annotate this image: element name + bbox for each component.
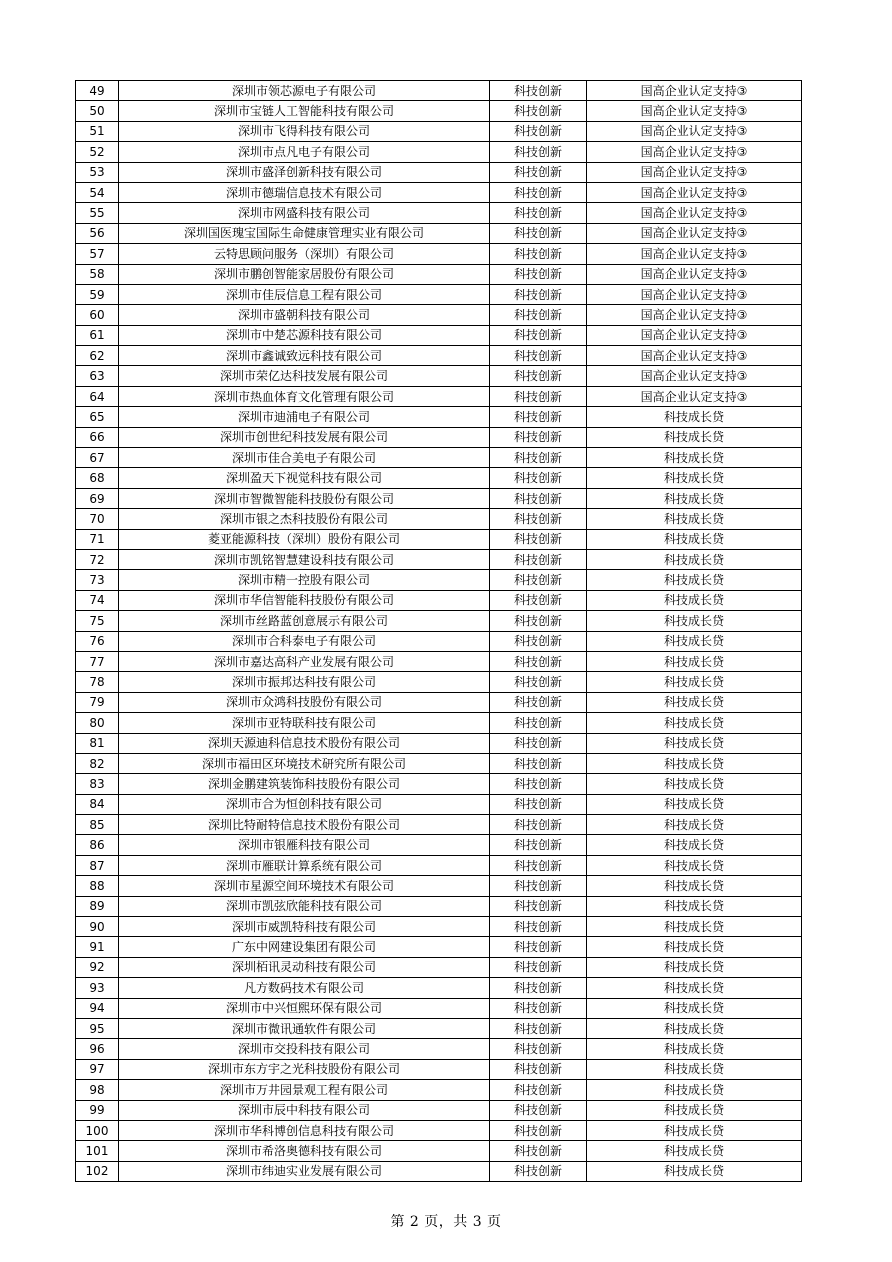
project-cell: 科技成长贷 [587, 1120, 802, 1140]
company-name: 深圳市鑫诚致远科技有限公司 [119, 346, 490, 366]
company-name: 深圳市纬迪实业发展有限公司 [119, 1161, 490, 1181]
company-name: 云特思顾问服务（深圳）有限公司 [119, 244, 490, 264]
project-cell: 科技成长贷 [587, 876, 802, 896]
row-number: 98 [76, 1080, 119, 1100]
category-cell: 科技创新 [490, 468, 587, 488]
category-cell: 科技创新 [490, 896, 587, 916]
company-name: 深圳市点凡电子有限公司 [119, 142, 490, 162]
category-cell: 科技创新 [490, 978, 587, 998]
project-cell: 科技成长贷 [587, 1100, 802, 1120]
table-row [76, 325, 802, 345]
row-number: 72 [76, 549, 119, 569]
table-row [76, 917, 802, 937]
project-cell: 科技成长贷 [587, 529, 802, 549]
company-name: 深圳国医瑰宝国际生命健康管理实业有限公司 [119, 223, 490, 243]
company-name: 深圳市雁联计算系统有限公司 [119, 855, 490, 875]
row-number: 74 [76, 590, 119, 610]
table-row [76, 570, 802, 590]
table-row [76, 386, 802, 406]
row-number: 91 [76, 937, 119, 957]
company-name: 深圳市德瑞信息技术有限公司 [119, 182, 490, 202]
row-number: 65 [76, 407, 119, 427]
category-cell: 科技创新 [490, 815, 587, 835]
table-row [76, 876, 802, 896]
table-row [76, 1100, 802, 1120]
table-row [76, 753, 802, 773]
company-name: 深圳市佳辰信息工程有限公司 [119, 284, 490, 304]
row-number: 52 [76, 142, 119, 162]
row-number: 54 [76, 182, 119, 202]
row-number: 61 [76, 325, 119, 345]
table-row [76, 509, 802, 529]
table-row [76, 631, 802, 651]
category-cell: 科技创新 [490, 611, 587, 631]
company-name: 深圳市威凯特科技有限公司 [119, 917, 490, 937]
category-cell: 科技创新 [490, 1141, 587, 1161]
company-name: 深圳市中楚芯源科技有限公司 [119, 325, 490, 345]
category-cell: 科技创新 [490, 570, 587, 590]
company-name: 深圳市热血体育文化管理有限公司 [119, 386, 490, 406]
table-row [76, 121, 802, 141]
row-number: 53 [76, 162, 119, 182]
category-cell: 科技创新 [490, 1161, 587, 1181]
category-cell: 科技创新 [490, 1080, 587, 1100]
company-name: 深圳市辰中科技有限公司 [119, 1100, 490, 1120]
row-number: 79 [76, 692, 119, 712]
project-cell: 科技成长贷 [587, 978, 802, 998]
table-row [76, 855, 802, 875]
project-cell: 科技成长贷 [587, 427, 802, 447]
table-row [76, 794, 802, 814]
row-number: 77 [76, 651, 119, 671]
company-name: 深圳市凯弦欣能科技有限公司 [119, 896, 490, 916]
project-cell: 科技成长贷 [587, 713, 802, 733]
table-row [76, 1120, 802, 1140]
row-number: 68 [76, 468, 119, 488]
row-number: 58 [76, 264, 119, 284]
category-cell: 科技创新 [490, 1039, 587, 1059]
row-number: 67 [76, 448, 119, 468]
table-row [76, 448, 802, 468]
row-number: 63 [76, 366, 119, 386]
category-cell: 科技创新 [490, 957, 587, 977]
table-row [76, 346, 802, 366]
row-number: 94 [76, 998, 119, 1018]
project-cell: 科技成长贷 [587, 896, 802, 916]
company-name: 深圳市丝路蓝创意展示有限公司 [119, 611, 490, 631]
table-row [76, 284, 802, 304]
project-cell: 国高企业认定支持③ [587, 203, 802, 223]
company-name: 深圳市华信智能科技股份有限公司 [119, 590, 490, 610]
table-row [76, 223, 802, 243]
row-number: 57 [76, 244, 119, 264]
project-cell: 科技成长贷 [587, 855, 802, 875]
table-row [76, 672, 802, 692]
table-row [76, 733, 802, 753]
table-row [76, 1080, 802, 1100]
row-number: 60 [76, 305, 119, 325]
row-number: 64 [76, 386, 119, 406]
project-cell: 科技成长贷 [587, 570, 802, 590]
row-number: 93 [76, 978, 119, 998]
table-row [76, 1039, 802, 1059]
company-name: 深圳市中兴恒熙环保有限公司 [119, 998, 490, 1018]
table-row [76, 1161, 802, 1181]
project-cell: 国高企业认定支持③ [587, 81, 802, 101]
category-cell: 科技创新 [490, 998, 587, 1018]
company-name: 深圳市东方宇之光科技股份有限公司 [119, 1059, 490, 1079]
company-name: 深圳市精一控股有限公司 [119, 570, 490, 590]
category-cell: 科技创新 [490, 162, 587, 182]
category-cell: 科技创新 [490, 407, 587, 427]
row-number: 55 [76, 203, 119, 223]
table-row [76, 81, 802, 101]
row-number: 78 [76, 672, 119, 692]
row-number: 49 [76, 81, 119, 101]
company-name: 深圳市佳合美电子有限公司 [119, 448, 490, 468]
table-row [76, 203, 802, 223]
company-name: 深圳市众鸿科技股份有限公司 [119, 692, 490, 712]
table-row [76, 815, 802, 835]
category-cell: 科技创新 [490, 346, 587, 366]
row-number: 66 [76, 427, 119, 447]
project-cell: 国高企业认定支持③ [587, 264, 802, 284]
category-cell: 科技创新 [490, 121, 587, 141]
category-cell: 科技创新 [490, 264, 587, 284]
category-cell: 科技创新 [490, 509, 587, 529]
row-number: 83 [76, 774, 119, 794]
row-number: 97 [76, 1059, 119, 1079]
project-cell: 科技成长贷 [587, 692, 802, 712]
project-cell: 科技成长贷 [587, 1080, 802, 1100]
category-cell: 科技创新 [490, 672, 587, 692]
project-cell: 科技成长贷 [587, 509, 802, 529]
project-cell: 科技成长贷 [587, 753, 802, 773]
category-cell: 科技创新 [490, 1100, 587, 1120]
category-cell: 科技创新 [490, 1059, 587, 1079]
company-name: 深圳市亚特联科技有限公司 [119, 713, 490, 733]
category-cell: 科技创新 [490, 1120, 587, 1140]
category-cell: 科技创新 [490, 305, 587, 325]
project-cell: 科技成长贷 [587, 468, 802, 488]
project-cell: 国高企业认定支持③ [587, 386, 802, 406]
project-cell: 科技成长贷 [587, 1161, 802, 1181]
project-cell: 科技成长贷 [587, 448, 802, 468]
table-row [76, 896, 802, 916]
row-number: 85 [76, 815, 119, 835]
category-cell: 科技创新 [490, 427, 587, 447]
category-cell: 科技创新 [490, 733, 587, 753]
company-name: 菱亚能源科技（深圳）股份有限公司 [119, 529, 490, 549]
project-cell: 国高企业认定支持③ [587, 346, 802, 366]
category-cell: 科技创新 [490, 590, 587, 610]
table-row [76, 529, 802, 549]
table-row [76, 101, 802, 121]
category-cell: 科技创新 [490, 631, 587, 651]
row-number: 82 [76, 753, 119, 773]
row-number: 51 [76, 121, 119, 141]
company-name: 深圳市希洛奥德科技有限公司 [119, 1141, 490, 1161]
page-number-footer: 第 2 页，共 3 页 [390, 1214, 502, 1230]
row-number: 59 [76, 284, 119, 304]
project-cell: 国高企业认定支持③ [587, 305, 802, 325]
category-cell: 科技创新 [490, 794, 587, 814]
category-cell: 科技创新 [490, 835, 587, 855]
category-cell: 科技创新 [490, 203, 587, 223]
category-cell: 科技创新 [490, 386, 587, 406]
project-cell: 科技成长贷 [587, 407, 802, 427]
table-row [76, 998, 802, 1018]
table-row [76, 713, 802, 733]
row-number: 90 [76, 917, 119, 937]
project-cell: 科技成长贷 [587, 631, 802, 651]
company-name: 深圳市万井园景观工程有限公司 [119, 1080, 490, 1100]
project-cell: 国高企业认定支持③ [587, 162, 802, 182]
project-cell: 国高企业认定支持③ [587, 182, 802, 202]
project-cell: 科技成长贷 [587, 815, 802, 835]
project-cell: 国高企业认定支持③ [587, 244, 802, 264]
category-cell: 科技创新 [490, 488, 587, 508]
company-name: 深圳市智微智能科技股份有限公司 [119, 488, 490, 508]
company-name: 深圳市嘉达高科产业发展有限公司 [119, 651, 490, 671]
row-number: 75 [76, 611, 119, 631]
table-row [76, 427, 802, 447]
category-cell: 科技创新 [490, 142, 587, 162]
category-cell: 科技创新 [490, 284, 587, 304]
table-row [76, 1018, 802, 1038]
row-number: 101 [76, 1141, 119, 1161]
row-number: 100 [76, 1120, 119, 1140]
company-name: 深圳市领芯源电子有限公司 [119, 81, 490, 101]
category-cell: 科技创新 [490, 1018, 587, 1038]
company-name: 深圳市星源空间环境技术有限公司 [119, 876, 490, 896]
company-name: 深圳金鹏建筑装饰科技股份有限公司 [119, 774, 490, 794]
table-body [76, 81, 802, 1182]
table-row [76, 957, 802, 977]
project-cell: 国高企业认定支持③ [587, 325, 802, 345]
row-number: 96 [76, 1039, 119, 1059]
table-row [76, 651, 802, 671]
company-name: 深圳盈天下视觉科技有限公司 [119, 468, 490, 488]
project-cell: 国高企业认定支持③ [587, 366, 802, 386]
row-number: 50 [76, 101, 119, 121]
category-cell: 科技创新 [490, 529, 587, 549]
category-cell: 科技创新 [490, 917, 587, 937]
company-name: 深圳市交投科技有限公司 [119, 1039, 490, 1059]
company-name: 凡方数码技术有限公司 [119, 978, 490, 998]
company-name: 深圳市创世纪科技发展有限公司 [119, 427, 490, 447]
row-number: 99 [76, 1100, 119, 1120]
project-cell: 科技成长贷 [587, 1018, 802, 1038]
category-cell: 科技创新 [490, 101, 587, 121]
table-row [76, 611, 802, 631]
company-name: 深圳比特耐特信息技术股份有限公司 [119, 815, 490, 835]
category-cell: 科技创新 [490, 855, 587, 875]
row-number: 81 [76, 733, 119, 753]
company-name: 深圳市华科博创信息科技有限公司 [119, 1120, 490, 1140]
project-cell: 科技成长贷 [587, 937, 802, 957]
table-row [76, 264, 802, 284]
project-cell: 科技成长贷 [587, 590, 802, 610]
company-list-table [75, 80, 802, 1182]
table-row [76, 244, 802, 264]
project-cell: 科技成长贷 [587, 917, 802, 937]
row-number: 71 [76, 529, 119, 549]
row-number: 95 [76, 1018, 119, 1038]
project-cell: 国高企业认定支持③ [587, 142, 802, 162]
category-cell: 科技创新 [490, 937, 587, 957]
company-name: 深圳市网盛科技有限公司 [119, 203, 490, 223]
company-name: 深圳市福田区环境技术研究所有限公司 [119, 753, 490, 773]
category-cell: 科技创新 [490, 81, 587, 101]
project-cell: 国高企业认定支持③ [587, 284, 802, 304]
company-name: 广东中网建设集团有限公司 [119, 937, 490, 957]
row-number: 84 [76, 794, 119, 814]
row-number: 86 [76, 835, 119, 855]
project-cell: 科技成长贷 [587, 549, 802, 569]
company-name: 深圳市合科泰电子有限公司 [119, 631, 490, 651]
company-name: 深圳市凯铭智慧建设科技有限公司 [119, 549, 490, 569]
company-name: 深圳市振邦达科技有限公司 [119, 672, 490, 692]
row-number: 88 [76, 876, 119, 896]
company-name: 深圳市微讯通软件有限公司 [119, 1018, 490, 1038]
company-name: 深圳市银雁科技有限公司 [119, 835, 490, 855]
table-row [76, 488, 802, 508]
row-number: 92 [76, 957, 119, 977]
row-number: 80 [76, 713, 119, 733]
project-cell: 科技成长贷 [587, 651, 802, 671]
category-cell: 科技创新 [490, 366, 587, 386]
project-cell: 科技成长贷 [587, 611, 802, 631]
category-cell: 科技创新 [490, 876, 587, 896]
row-number: 87 [76, 855, 119, 875]
project-cell: 科技成长贷 [587, 957, 802, 977]
category-cell: 科技创新 [490, 448, 587, 468]
table-row [76, 468, 802, 488]
row-number: 69 [76, 488, 119, 508]
category-cell: 科技创新 [490, 774, 587, 794]
category-cell: 科技创新 [490, 325, 587, 345]
table-row [76, 978, 802, 998]
table-row [76, 1059, 802, 1079]
table-row [76, 407, 802, 427]
table-row [76, 366, 802, 386]
project-cell: 科技成长贷 [587, 1059, 802, 1079]
company-name: 深圳市飞得科技有限公司 [119, 121, 490, 141]
project-cell: 国高企业认定支持③ [587, 223, 802, 243]
category-cell: 科技创新 [490, 692, 587, 712]
table-row [76, 142, 802, 162]
table-row [76, 835, 802, 855]
table-row [76, 1141, 802, 1161]
row-number: 70 [76, 509, 119, 529]
project-cell: 科技成长贷 [587, 488, 802, 508]
project-cell: 科技成长贷 [587, 774, 802, 794]
category-cell: 科技创新 [490, 223, 587, 243]
category-cell: 科技创新 [490, 244, 587, 264]
category-cell: 科技创新 [490, 651, 587, 671]
row-number: 89 [76, 896, 119, 916]
project-cell: 科技成长贷 [587, 998, 802, 1018]
category-cell: 科技创新 [490, 713, 587, 733]
table-row [76, 162, 802, 182]
project-cell: 科技成长贷 [587, 1141, 802, 1161]
company-name: 深圳市鹏创智能家居股份有限公司 [119, 264, 490, 284]
table-row [76, 692, 802, 712]
table-row [76, 182, 802, 202]
project-cell: 科技成长贷 [587, 1039, 802, 1059]
table-row [76, 590, 802, 610]
category-cell: 科技创新 [490, 182, 587, 202]
company-name: 深圳市银之杰科技股份有限公司 [119, 509, 490, 529]
company-name: 深圳市盛泽创新科技有限公司 [119, 162, 490, 182]
table-row [76, 549, 802, 569]
project-cell: 科技成长贷 [587, 835, 802, 855]
project-cell: 国高企业认定支持③ [587, 121, 802, 141]
company-name: 深圳天源迪科信息技术股份有限公司 [119, 733, 490, 753]
project-cell: 科技成长贷 [587, 794, 802, 814]
company-name: 深圳市荣亿达科技发展有限公司 [119, 366, 490, 386]
category-cell: 科技创新 [490, 753, 587, 773]
company-name: 深圳市合为恒创科技有限公司 [119, 794, 490, 814]
table-row [76, 937, 802, 957]
company-name: 深圳市宝链人工智能科技有限公司 [119, 101, 490, 121]
row-number: 73 [76, 570, 119, 590]
table-row [76, 774, 802, 794]
category-cell: 科技创新 [490, 549, 587, 569]
company-name: 深圳市迪浦电子有限公司 [119, 407, 490, 427]
row-number: 76 [76, 631, 119, 651]
project-cell: 科技成长贷 [587, 733, 802, 753]
row-number: 62 [76, 346, 119, 366]
table-row [76, 305, 802, 325]
project-cell: 国高企业认定支持③ [587, 101, 802, 121]
company-name: 深圳市盛朝科技有限公司 [119, 305, 490, 325]
project-cell: 科技成长贷 [587, 672, 802, 692]
row-number: 56 [76, 223, 119, 243]
row-number: 102 [76, 1161, 119, 1181]
company-name: 深圳栢讯灵动科技有限公司 [119, 957, 490, 977]
